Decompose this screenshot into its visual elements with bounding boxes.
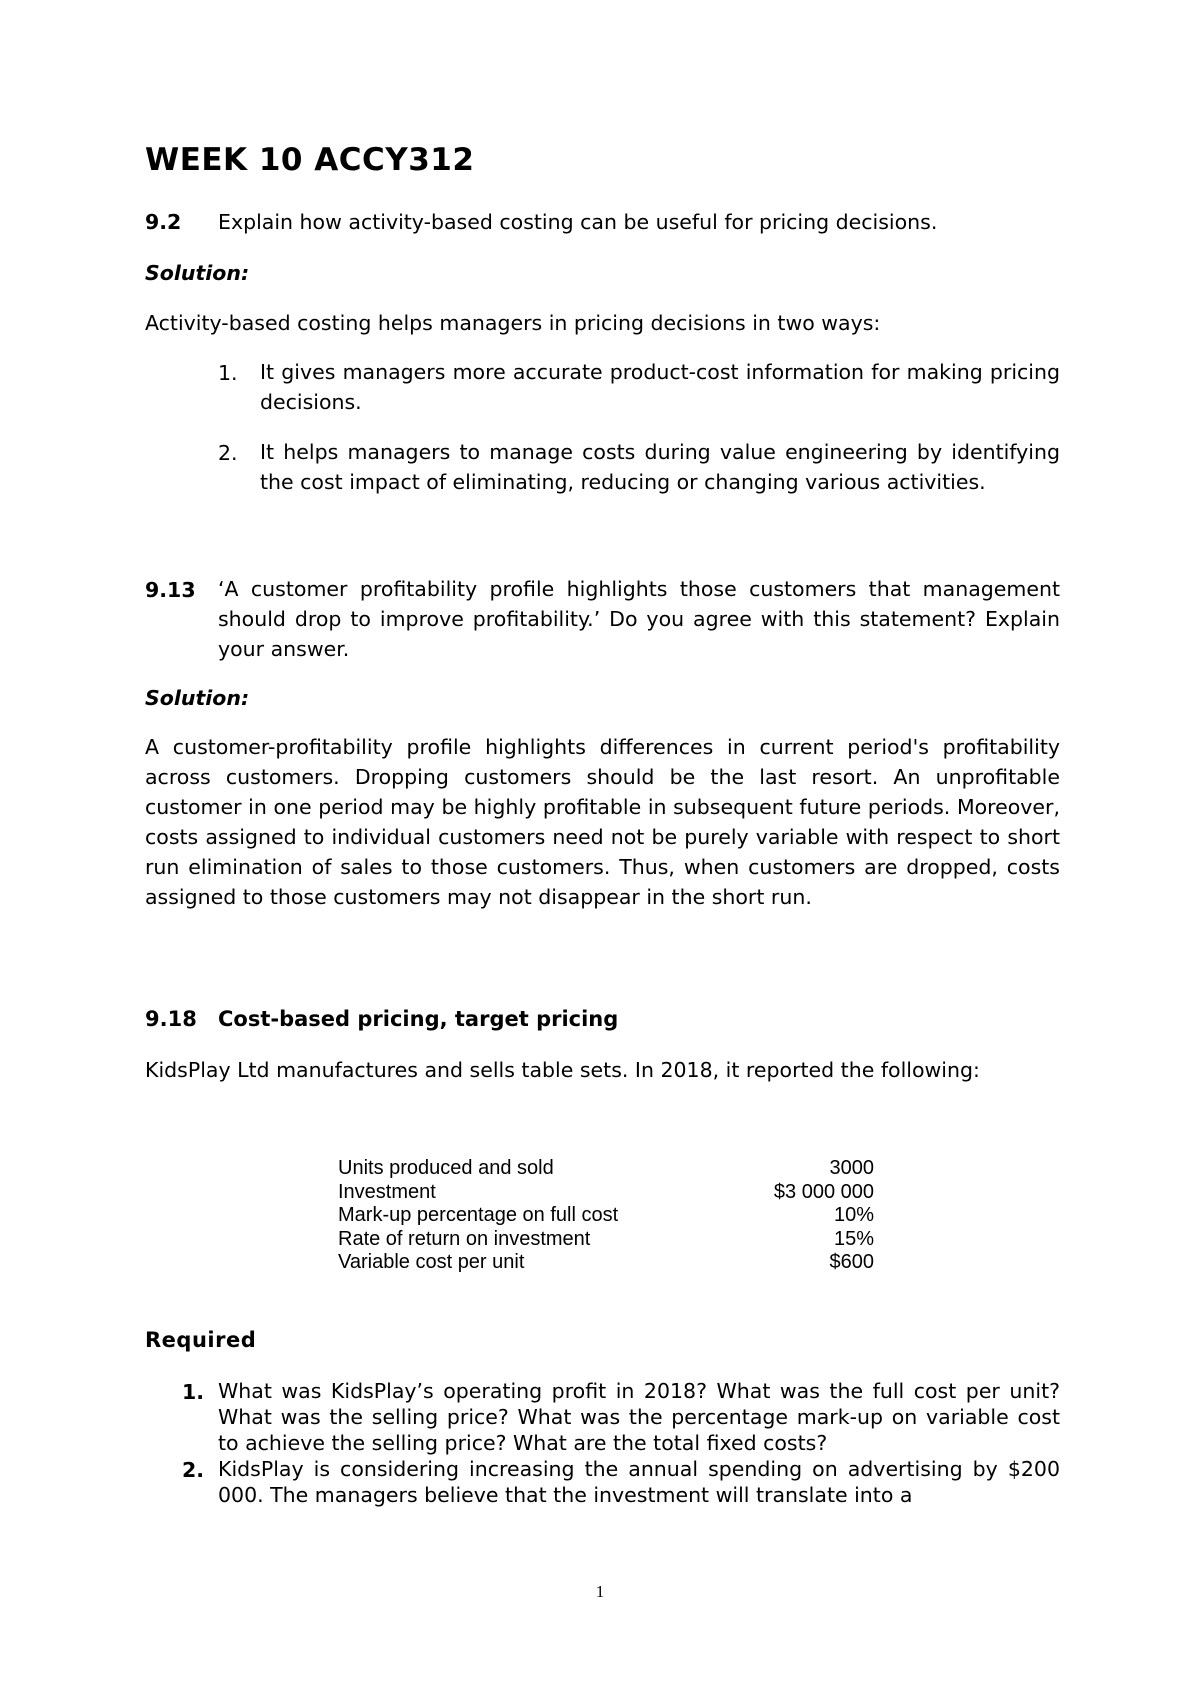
solution-paragraph-9-13: A customer-profitability profile highlights differences in current period's profitability across customers. Dropping customers should be the last resort. An unprofitable customer in one period may be highly profitable in subsequent future periods. Moreover, costs assigned to individual customers need not be purely variable with respect to short run elimination of sales to those customers. Thus, when customers are dropped, costs assigned to those customers may not disappear in the short run. — [145, 735, 1060, 909]
solution-label-9-2: Solution: — [145, 261, 250, 285]
list-item-text: It gives managers more accurate product-cost information for making pricing decisions. — [260, 360, 1060, 414]
table-cell-label: Variable cost per unit — [338, 1251, 525, 1273]
question-9-18-intro: KidsPlay Ltd manufactures and sells table sets. In 2018, it reported the following: — [145, 1058, 980, 1082]
question-9-2-number: 9.2 — [145, 210, 182, 234]
list-item-number: 1. — [218, 361, 238, 385]
table-row — [338, 1204, 874, 1228]
required-heading: Required — [145, 1328, 257, 1352]
required-item-text: What was KidsPlay’s operating profit in 2018? What was the full cost per unit? What was the selling price? What was the percentage mark-up on variable cost to achieve the selling price? What are the total fixed costs? — [218, 1379, 1060, 1455]
table-cell-value: 3000 — [829, 1157, 874, 1179]
list-item-number: 2. — [218, 441, 238, 465]
required-item-number: 2. — [182, 1458, 205, 1482]
page-number: 1 — [595, 1582, 605, 1601]
table-row — [338, 1181, 874, 1205]
required-item-number: 1. — [182, 1380, 205, 1404]
table-cell-value: 15% — [833, 1227, 874, 1250]
table-cell-value: 10% — [833, 1204, 874, 1226]
question-9-13-text: ‘A customer profitability profile highlights those customers that management should drop to improve profitability.’ Do you agree with this statement? Explain your answer. — [218, 577, 1060, 661]
question-9-18-number: 9.18 — [145, 1007, 197, 1031]
question-9-2-text: Explain how activity-based costing can be useful for pricing decisions. — [218, 210, 938, 234]
table-cell-label: Investment — [338, 1180, 436, 1203]
table-cell-value: $600 — [829, 1251, 874, 1273]
required-item-text: KidsPlay is considering increasing the annual spending on advertising by $200 000. The managers believe that the investment will translate into a — [218, 1457, 1060, 1507]
question-9-18-heading: Cost-based pricing, target pricing — [218, 1007, 619, 1031]
financial-data-table — [338, 1157, 874, 1275]
table-row — [338, 1251, 874, 1275]
table-cell-value: $3 000 000 — [773, 1180, 874, 1203]
table-row — [338, 1228, 874, 1252]
table-cell-label: Mark-up percentage on full cost — [338, 1204, 619, 1226]
list-item-text: It helps managers to manage costs during value engineering by identifying the cost impact of eliminating, reducing or changing various activities. — [260, 440, 1060, 494]
table-row — [338, 1157, 874, 1181]
solution-intro-9-2: Activity-based costing helps managers in pricing decisions in two ways: — [145, 311, 881, 335]
table-cell-label: Units produced and sold — [338, 1157, 554, 1179]
document-title: WEEK 10 ACCY312 — [145, 142, 475, 178]
solution-label-9-13: Solution: — [145, 686, 250, 710]
table-cell-label: Rate of return on investment — [338, 1227, 591, 1250]
question-9-13-number: 9.13 — [145, 578, 196, 602]
